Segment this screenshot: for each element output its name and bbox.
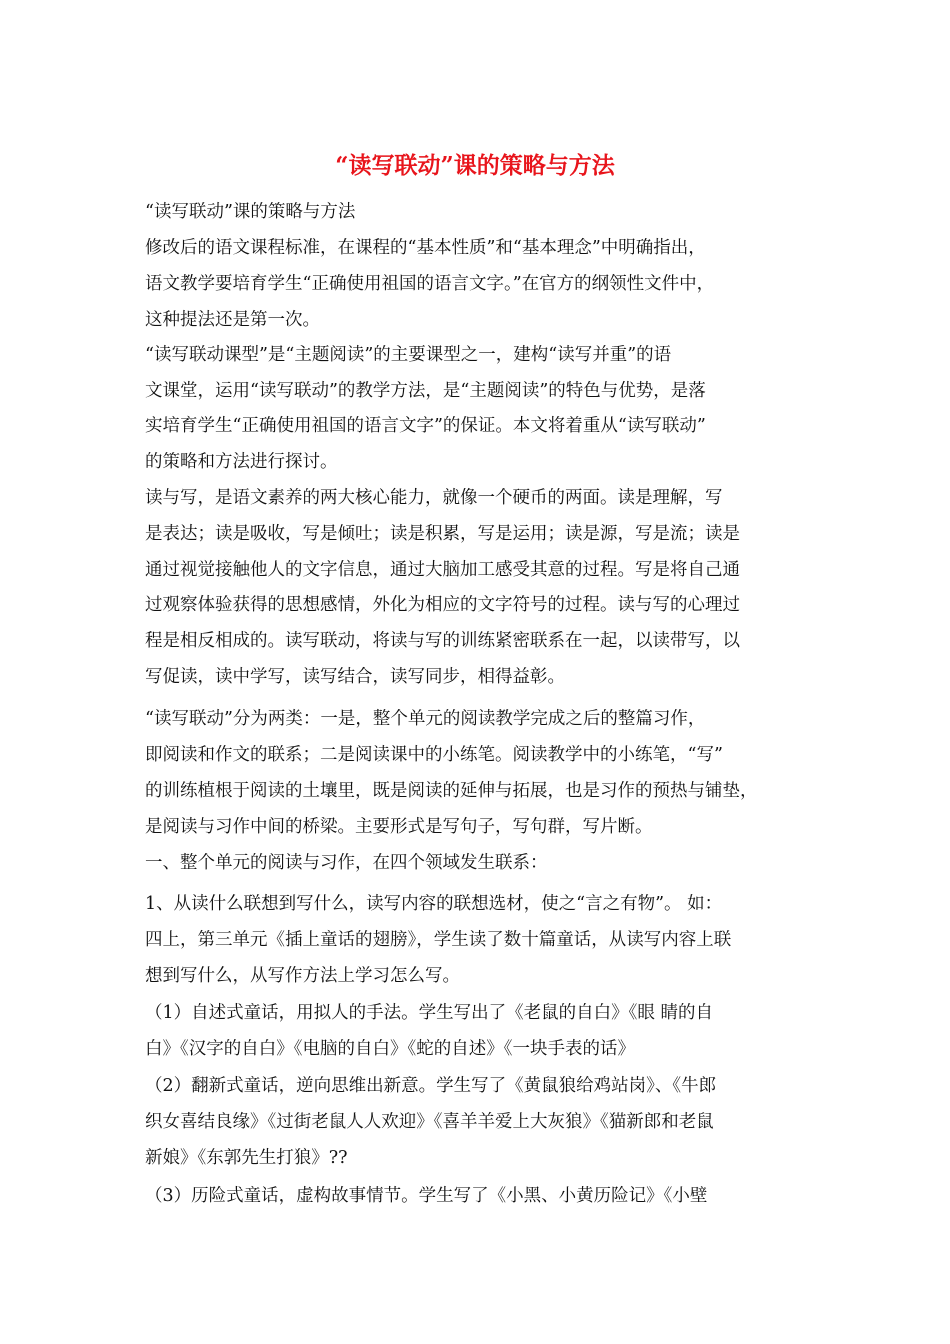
paragraph-line: 文课堂，运用“读写联动”的教学方法，是“主题阅读”的特色与优势，是落 [145,381,706,401]
paragraph-line: 新娘》《东郭先生打狼》?? [145,1148,348,1168]
paragraph-line: 一、整个单元的阅读与习作，在四个领域发生联系： [145,853,548,873]
paragraph-line: 这种提法还是第一次。 [145,310,320,330]
paragraph-line: 通过视觉接触他人的文字信息，通过大脑加工感受其意的过程。写是将自己通 [145,560,740,580]
paragraph-line: “读写联动”分为两类：一是，整个单元的阅读教学完成之后的整篇习作， [145,709,706,729]
paragraph-line: 四上，第三单元《插上童话的翅膀》，学生读了数十篇童话，从读写内容上联 [145,930,732,950]
paragraph-line: （3）历险式童话，虚构故事情节。学生写了《小黑、小黄历险记》《小壁 [145,1186,708,1206]
paragraph-line: 语文教学要培育学生“正确使用祖国的语言文字。”在官方的纲领性文件中， [145,274,715,294]
paragraph-line: 的训练植根于阅读的土壤里，既是阅读的延伸与拓展，也是习作的预热与铺垫， [145,781,758,801]
paragraph-line: 修改后的语文课程标准，在课程的“基本性质”和“基本理念”中明确指出， [145,238,706,258]
paragraph-line: 实培育学生“正确使用祖国的语言文字”的保证。本文将着重从“读写联动” [145,416,706,436]
paragraph-line: “读写联动课型”是“主题阅读”的主要课型之一，建构“读写并重”的语 [145,345,672,365]
document-title: “读写联动”课的策略与方法 [335,152,615,179]
paragraph-line: 织女喜结良缘》《过街老鼠人人欢迎》《喜羊羊爱上大灰狼》《猫新郎和老鼠 [145,1112,714,1132]
paragraph-line: 白》《汉字的自白》《电脑的自白》《蛇的自述》《一块手表的话》 [145,1039,635,1059]
paragraph-line: 程是相反相成的。读写联动，将读与写的训练紧密联系在一起，以读带写，以 [145,631,740,651]
paragraph-line: 写促读，读中学写，读写结合，读写同步，相得益彰。 [145,667,565,687]
paragraph-line: 是阅读与习作中间的桥梁。主要形式是写句子，写句群，写片断。 [145,817,653,837]
paragraph-line: （2）翻新式童话，逆向思维出新意。学生写了《黄鼠狼给鸡站岗》、《牛郎 [145,1076,717,1096]
paragraph-line: “读写联动”课的策略与方法 [145,202,356,222]
paragraph-line: 的策略和方法进行探讨。 [145,452,338,472]
paragraph-line: 1、从读什么联想到写什么，读写内容的联想选材，使之“言之有物”。 如： [145,894,723,914]
paragraph-line: 即阅读和作文的联系；二是阅读课中的小练笔。阅读教学中的小练笔，“写” [145,745,723,765]
paragraph-line: 过观察体验获得的思想感情，外化为相应的文字符号的过程。读与写的心理过 [145,595,740,615]
paragraph-line: （1）自述式童话，用拟人的手法。学生写出了《老鼠的自白》《眼 睛的自 [145,1003,713,1023]
paragraph-line: 读与写，是语文素养的两大核心能力，就像一个硬币的两面。读是理解，写 [145,488,723,508]
paragraph-line: 想到写什么，从写作方法上学习怎么写。 [145,966,460,986]
paragraph-line: 是表达；读是吸收，写是倾吐；读是积累，写是运用；读是源，写是流；读是 [145,524,740,544]
